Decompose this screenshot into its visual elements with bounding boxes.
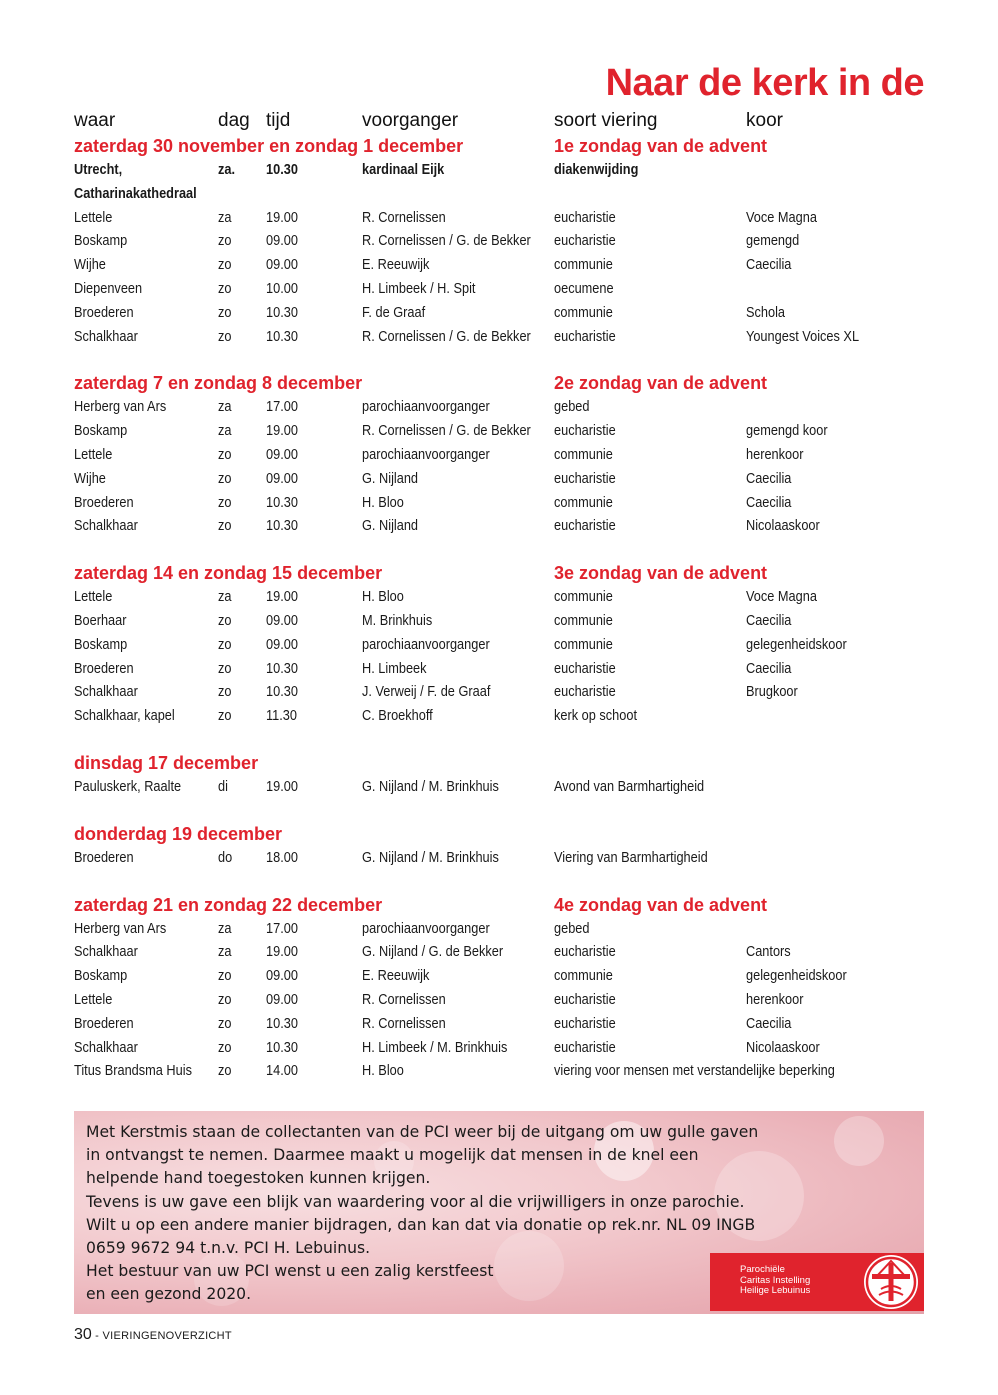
table-row [0, 1038, 998, 1062]
cell-dag: zo [218, 660, 232, 677]
cell-waar: Lettele [74, 446, 113, 463]
notice-line: Met Kerstmis staan de collectanten van de PCI weer bij de uitgang om uw gulle gaven [86, 1123, 759, 1141]
cell-waar: Schalkhaar [74, 944, 138, 961]
cell-waar: Schalkhaar [74, 1039, 138, 1056]
cell-voorganger: H. Limbeek / M. Brinkhuis [362, 1039, 508, 1056]
cell-soort: communie [554, 304, 613, 321]
cell-dag: zo [218, 1015, 232, 1032]
cell-waar: Boerhaar [74, 612, 127, 629]
cell-voorganger: H. Limbeek / H. Spit [362, 280, 476, 297]
cell-koor: Cantors [746, 944, 791, 961]
schedule-section [0, 895, 998, 1086]
cell-dag: za [218, 589, 232, 606]
cell-tijd: 09.00 [266, 257, 298, 274]
cell-dag: zo [218, 991, 232, 1008]
cell-koor: herenkoor [746, 991, 804, 1008]
cell-waar: Schalkhaar [74, 518, 138, 535]
cell-koor: Nicolaaskoor [746, 1039, 820, 1056]
cell-tijd: 11.30 [266, 708, 297, 725]
cell-tijd: 19.00 [266, 423, 298, 440]
cell-voorganger: F. de Graaf [362, 304, 426, 321]
cell-soort: communie [554, 257, 613, 274]
logo-line: Heilige Lebuinus [740, 1285, 811, 1296]
cell-dag: zo [218, 470, 232, 487]
column-header-waar: waar [74, 110, 116, 131]
table-row [0, 919, 998, 943]
schedule-section [0, 824, 998, 872]
cell-waar: Herberg van Ars [74, 399, 167, 416]
cell-tijd: 09.00 [266, 968, 298, 985]
cell-waar: Boskamp [74, 636, 128, 653]
column-header-voorganger: voorganger [362, 110, 459, 131]
cell-tijd: 19.00 [266, 209, 298, 226]
cell-voorganger: parochiaanvoorganger [362, 399, 490, 416]
cell-soort: eucharistie [554, 233, 616, 250]
cell-soort: communie [554, 589, 613, 606]
cell-koor: Caecilia [746, 470, 792, 487]
table-row [0, 848, 998, 872]
cell-tijd: 09.00 [266, 612, 298, 629]
column-headers [0, 110, 998, 136]
cell-koor: Caecilia [746, 660, 792, 677]
cell-voorganger: R. Cornelissen [362, 209, 446, 226]
section-heading [0, 895, 998, 919]
cell-dag: za [218, 920, 232, 937]
table-row [0, 966, 998, 990]
table-row [0, 1061, 998, 1085]
cell-soort: diakenwijding [554, 162, 639, 178]
cell-dag: zo [218, 257, 232, 274]
schedule-section [0, 373, 998, 540]
cell-voorganger: H. Bloo [362, 589, 404, 606]
cell-voorganger: H. Bloo [362, 1063, 404, 1080]
cell-dag: zo [218, 233, 232, 250]
cell-voorganger: R. Cornelissen / G. de Bekker [362, 233, 531, 250]
cell-soort: gebed [554, 920, 590, 937]
cell-dag: za [218, 399, 232, 416]
cell-koor: Voce Magna [746, 209, 817, 226]
cell-soort: eucharistie [554, 660, 616, 677]
table-row [0, 327, 998, 351]
section-heading [0, 824, 998, 848]
cell-waar: Pauluskerk, Raalte [74, 778, 182, 795]
cell-koor: Nicolaaskoor [746, 518, 820, 535]
table-row [0, 990, 998, 1014]
cell-tijd: 10.30 [266, 328, 298, 345]
cell-voorganger: H. Limbeek [362, 660, 427, 677]
cell-voorganger: E. Reeuwijk [362, 968, 430, 985]
schedule-table [0, 136, 998, 1085]
table-row [0, 184, 998, 208]
cell-koor: Brugkoor [746, 684, 798, 701]
cell-koor: herenkoor [746, 446, 804, 463]
table-row [0, 493, 998, 517]
table-row [0, 777, 998, 801]
table-row [0, 231, 998, 255]
cell-tijd: 19.00 [266, 589, 298, 606]
cell-waar: Schalkhaar [74, 684, 138, 701]
cell-tijd: 19.00 [266, 944, 298, 961]
cell-dag: zo [218, 280, 232, 297]
cell-voorganger: G. Nijland / G. de Bekker [362, 944, 504, 961]
cell-waar: Broederen [74, 1015, 134, 1032]
cell-voorganger: M. Brinkhuis [362, 612, 433, 629]
cell-soort: eucharistie [554, 470, 616, 487]
cell-waar: Titus Brandsma Huis [74, 1063, 192, 1080]
cell-koor: gelegenheidskoor [746, 968, 847, 985]
table-row [0, 397, 998, 421]
cell-dag: zo [218, 304, 232, 321]
cell-dag: zo [218, 1063, 232, 1080]
cell-voorganger: parochiaanvoorganger [362, 446, 490, 463]
logo-line: Parochiële [740, 1264, 785, 1275]
section-occasion: 1e zondag van de advent [554, 136, 768, 156]
cell-waar: Broederen [74, 494, 134, 511]
cell-soort: gebed [554, 399, 590, 416]
cell-koor: Caecilia [746, 612, 792, 629]
cell-waar: Diepenveen [74, 280, 143, 297]
cell-soort: Avond van Barmhartigheid [554, 778, 705, 795]
cell-waar: Utrecht, [74, 162, 123, 178]
column-header-soort: soort viering [554, 110, 658, 131]
cell-koor: Schola [746, 304, 786, 321]
cell-dag: za. [218, 162, 236, 178]
cell-tijd: 10.30 [266, 1015, 298, 1032]
schedule-section [0, 563, 998, 730]
cell-tijd: 17.00 [266, 920, 298, 937]
cell-waar: Boskamp [74, 968, 128, 985]
column-header-koor: koor [746, 110, 783, 131]
section-heading [0, 136, 998, 160]
cell-tijd: 09.00 [266, 470, 298, 487]
cell-voorganger: R. Cornelissen / G. de Bekker [362, 423, 531, 440]
cell-dag: zo [218, 612, 232, 629]
cell-voorganger: G. Nijland [362, 470, 419, 487]
cell-voorganger: C. Broekhoff [362, 708, 433, 725]
cell-waar: Lettele [74, 991, 113, 1008]
section-occasion: 3e zondag van de advent [554, 563, 768, 584]
cell-tijd: 10.30 [266, 518, 298, 535]
cell-waar: Wijhe [74, 257, 106, 274]
cell-dag: za [218, 423, 232, 440]
notice-line: in ontvangst te nemen. Daarmee maakt u mogelijk dat mensen in de knel een [86, 1146, 699, 1165]
cell-soort: communie [554, 446, 613, 463]
table-row [0, 421, 998, 445]
cell-soort: viering voor mensen met verstandelijke beperking [554, 1063, 835, 1080]
cell-dag: zo [218, 1039, 232, 1056]
cell-tijd: 10.30 [266, 684, 298, 701]
table-row [0, 445, 998, 469]
cell-soort: eucharistie [554, 1015, 616, 1032]
cell-dag: zo [218, 328, 232, 345]
cell-koor: Caecilia [746, 494, 792, 511]
cell-koor: gelegenheidskoor [746, 636, 847, 653]
cell-waar: Broederen [74, 304, 134, 321]
cell-dag: zo [218, 518, 232, 535]
collection-notice [74, 1111, 924, 1314]
pci-logo-text [740, 1265, 810, 1297]
notice-line: helpende hand toegestoken kunnen krijgen. [86, 1169, 431, 1188]
cell-voorganger: H. Bloo [362, 494, 404, 511]
column-header-tijd: tijd [266, 110, 291, 131]
cell-soort: eucharistie [554, 991, 616, 1008]
page-footer [74, 1326, 232, 1344]
section-heading [0, 373, 998, 397]
notice-line: Wilt u op een andere manier bijdragen, dan kan dat via donatie op rek.nr. NL 09 INGB [86, 1215, 756, 1234]
cell-tijd: 17.00 [266, 399, 298, 416]
cell-soort: eucharistie [554, 684, 616, 701]
cell-dag: zo [218, 494, 232, 511]
cell-tijd: 09.00 [266, 233, 298, 250]
notice-line: Het bestuur van uw PCI wenst u een zalig kerstfeest [86, 1262, 494, 1281]
cell-tijd: 14.00 [266, 1063, 298, 1080]
cell-soort: eucharistie [554, 518, 616, 535]
cell-dag: za [218, 944, 232, 961]
table-row [0, 208, 998, 232]
cell-tijd: 19.00 [266, 778, 298, 795]
section-date: zaterdag 7 en zondag 8 december [74, 373, 363, 394]
cell-waar: Schalkhaar [74, 328, 138, 345]
footer-section-label: - VIERINGENOVERZICHT [91, 1330, 232, 1342]
cell-tijd: 10.00 [266, 280, 298, 297]
cell-tijd: 09.00 [266, 446, 298, 463]
cell-dag: zo [218, 968, 232, 985]
cell-tijd: 10.30 [266, 162, 298, 178]
notice-line: Tevens is uw gave een blijk van waardering voor al die vrijwilligers in onze parochie. [86, 1192, 745, 1211]
cell-voorganger: G. Nijland / M. Brinkhuis [362, 778, 499, 795]
table-row [0, 611, 998, 635]
table-row [0, 942, 998, 966]
cell-waar: Broederen [74, 849, 134, 866]
cell-koor: gemengd koor [746, 423, 828, 440]
cell-waar: Catharinakathedraal [74, 185, 197, 202]
cell-voorganger: R. Cornelissen [362, 991, 446, 1008]
table-row [0, 706, 998, 730]
cell-koor: gemengd [746, 233, 800, 250]
cell-soort: eucharistie [554, 423, 616, 440]
cell-waar: Broederen [74, 660, 134, 677]
cell-soort: Viering van Barmhartigheid [554, 849, 708, 866]
column-header-dag: dag [218, 110, 250, 131]
table-row [0, 303, 998, 327]
cell-waar: Schalkhaar, kapel [74, 708, 175, 725]
logo-line: Caritas Instelling [740, 1274, 811, 1286]
cell-dag: za [218, 209, 232, 226]
cell-tijd: 18.00 [266, 849, 298, 866]
notice-line: 0659 9672 94 t.n.v. PCI H. Lebuinus. [86, 1239, 371, 1258]
cell-soort: communie [554, 968, 613, 985]
table-row [0, 1014, 998, 1038]
page-title: Naar de kerk in de [605, 62, 924, 104]
cell-waar: Boskamp [74, 233, 128, 250]
cell-koor: Caecilia [746, 1015, 792, 1032]
cell-voorganger: parochiaanvoorganger [362, 636, 490, 653]
cell-soort: communie [554, 612, 613, 629]
cell-tijd: 10.30 [266, 660, 298, 677]
cell-dag: zo [218, 684, 232, 701]
cell-voorganger: E. Reeuwijk [362, 257, 430, 274]
section-date: dinsdag 17 december [74, 752, 259, 773]
cell-voorganger: parochiaanvoorganger [362, 920, 490, 937]
page-number: 30 [74, 1326, 92, 1343]
section-occasion: 4e zondag van de advent [554, 894, 768, 915]
cell-waar: Lettele [74, 209, 113, 226]
notice-line: en een gezond 2020. [86, 1285, 252, 1304]
table-row [0, 659, 998, 683]
cell-tijd: 10.30 [266, 1039, 298, 1056]
cell-dag: di [218, 778, 228, 795]
cell-soort: kerk op schoot [554, 708, 637, 725]
cell-tijd: 09.00 [266, 991, 298, 1008]
caritas-emblem-icon [864, 1255, 918, 1309]
cell-soort: eucharistie [554, 1039, 616, 1056]
cell-voorganger: G. Nijland / M. Brinkhuis [362, 849, 499, 866]
section-occasion: 2e zondag van de advent [554, 373, 768, 394]
cell-waar: Boskamp [74, 423, 128, 440]
pci-logo [710, 1253, 924, 1311]
cell-tijd: 10.30 [266, 304, 298, 321]
section-heading [0, 563, 998, 587]
section-date: zaterdag 14 en zondag 15 december [74, 563, 383, 584]
table-row [0, 516, 998, 540]
cell-dag: zo [218, 708, 232, 725]
cell-koor: Caecilia [746, 257, 792, 274]
section-date: donderdag 19 december [74, 823, 283, 844]
cell-soort: eucharistie [554, 328, 616, 345]
cell-voorganger: J. Verweij / F. de Graaf [362, 684, 491, 701]
table-row [0, 682, 998, 706]
cell-tijd: 10.30 [266, 494, 298, 511]
cell-dag: zo [218, 636, 232, 653]
cell-voorganger: R. Cornelissen [362, 1015, 446, 1032]
cell-soort: eucharistie [554, 944, 616, 961]
cell-soort: communie [554, 494, 613, 511]
cell-waar: Lettele [74, 589, 113, 606]
section-heading [0, 753, 998, 777]
cell-waar: Wijhe [74, 470, 106, 487]
table-row [0, 279, 998, 303]
table-row [0, 469, 998, 493]
schedule-section [0, 136, 998, 350]
cell-voorganger: kardinaal Eijk [362, 162, 445, 178]
table-row [0, 635, 998, 659]
schedule-section [0, 753, 998, 801]
cell-dag: zo [218, 446, 232, 463]
cell-koor: Youngest Voices XL [746, 328, 860, 345]
section-date: zaterdag 30 november en zondag 1 december [74, 136, 464, 156]
table-row [0, 587, 998, 611]
cell-soort: eucharistie [554, 209, 616, 226]
cell-dag: do [218, 849, 233, 866]
section-date: zaterdag 21 en zondag 22 december [74, 894, 383, 915]
cell-tijd: 09.00 [266, 636, 298, 653]
table-row [0, 160, 998, 184]
cell-waar: Herberg van Ars [74, 920, 167, 937]
table-row [0, 255, 998, 279]
cell-voorganger: G. Nijland [362, 518, 419, 535]
cell-soort: communie [554, 636, 613, 653]
cell-koor: Voce Magna [746, 589, 817, 606]
cell-soort: oecumene [554, 280, 614, 297]
cell-voorganger: R. Cornelissen / G. de Bekker [362, 328, 531, 345]
